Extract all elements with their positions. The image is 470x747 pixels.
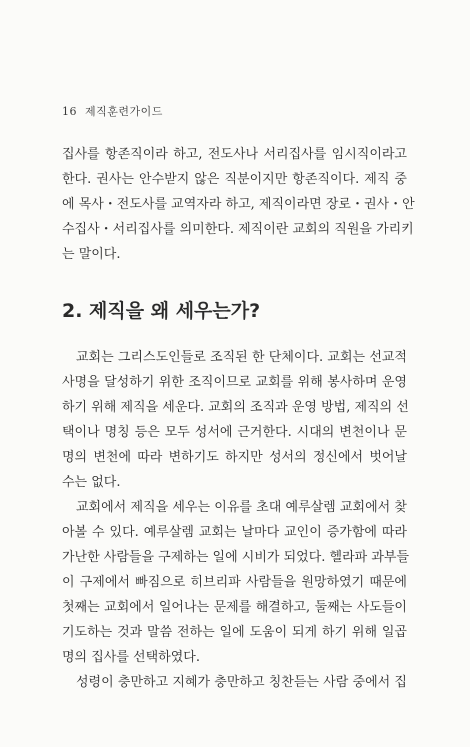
text-line: 명의 집사를 선택하였다. <box>62 650 200 665</box>
text-line: 는 말이다. <box>62 247 121 262</box>
running-header <box>62 103 163 119</box>
text-line: 수집사・서리집사를 의미한다. 제직이란 교회의 직원을 가리키 <box>62 222 414 237</box>
text-line: 첫째는 교회에서 일어나는 문제를 해결하고, 둘째는 사도들이 <box>62 600 407 615</box>
text-line: 한다. 권사는 안수받지 않은 직분이지만 항존직이다. 제직 중 <box>62 172 407 187</box>
section-body <box>62 345 410 695</box>
text-line: 사명을 달성하기 위한 조직이므로 교회를 위해 봉사하며 운영 <box>62 375 407 390</box>
page-number: 16 <box>62 105 77 118</box>
book-title: 제직훈련가이드 <box>85 105 163 118</box>
text-line: 집사를 항존직이라 하고, 전도사나 서리집사를 임시직이라고 <box>62 147 407 162</box>
text-line: 아볼 수 있다. 예루살렘 교회는 날마다 교인이 증가함에 따라 <box>62 525 407 540</box>
text-line: 수는 없다. <box>62 475 121 490</box>
text-line: 택이나 명칭 등은 모두 성서에 근거한다. 시대의 변천이나 문 <box>62 425 407 440</box>
text-line: 성령이 충만하고 지혜가 충만하고 칭찬듣는 사람 중에서 집 <box>76 675 407 690</box>
text-line: 이 구제에서 빠짐으로 히브리파 사람들을 원망하였기 때문에 <box>62 575 407 590</box>
text-line: 교회에서 제직을 세우는 이유를 초대 예루살렘 교회에서 찾 <box>76 500 407 515</box>
text-line: 하기 위해 제직을 세운다. 교회의 조직과 운영 방법, 제직의 선 <box>62 400 409 415</box>
paragraph-1 <box>62 142 415 267</box>
text-line: 에 목사・전도사를 교역자라 하고, 제직이라면 장로・권사・안 <box>62 197 415 212</box>
text-line: 가난한 사람들을 구제하는 일에 시비가 되었다. 헬라파 과부들 <box>62 550 410 565</box>
section-heading: 2. 제직을 왜 세우는가? <box>62 300 261 322</box>
text-line: 명의 변천에 따라 변하기도 하지만 성서의 정신에서 벗어날 <box>62 450 407 465</box>
text-line: 교회는 그리스도인들로 조직된 한 단체이다. 교회는 선교적 <box>76 350 407 365</box>
text-line: 기도하는 것과 말씀 전하는 일에 도움이 되게 하기 위해 일곱 <box>62 625 407 640</box>
